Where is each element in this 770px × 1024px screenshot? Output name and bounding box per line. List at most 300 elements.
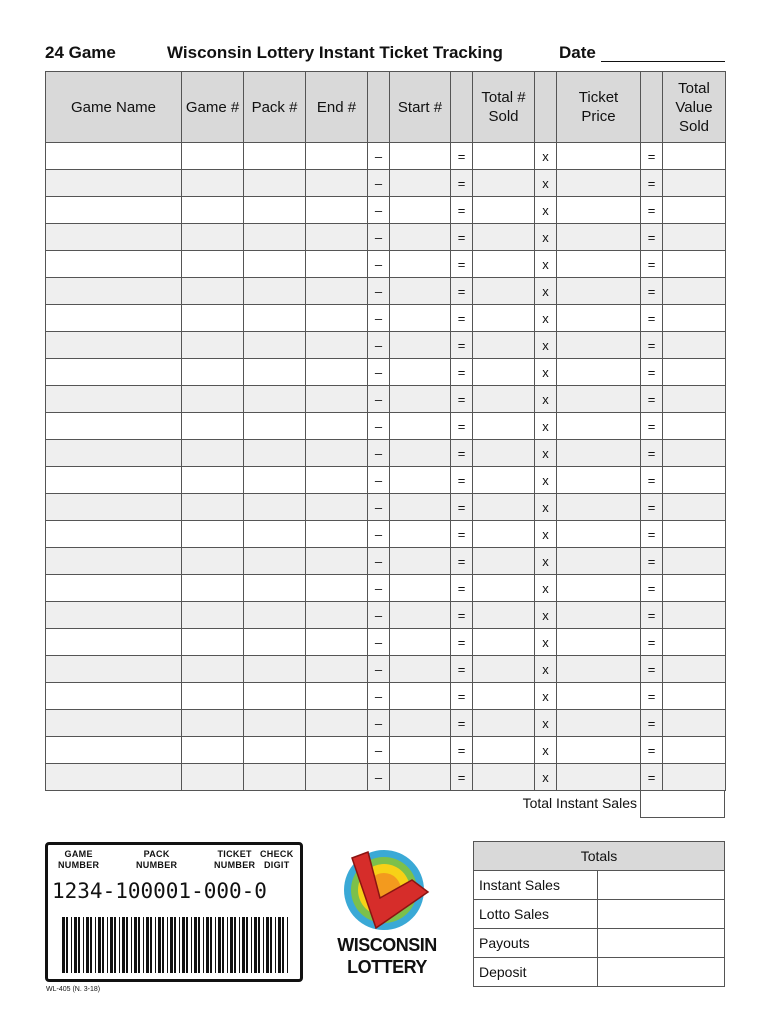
pack-number-field[interactable] — [244, 764, 306, 791]
operator-symbol: = — [451, 197, 473, 224]
table-row — [46, 251, 726, 278]
ticket-price-field[interactable] — [557, 656, 641, 683]
lotto-sales-total-field[interactable] — [598, 900, 725, 929]
game-name-field[interactable] — [46, 386, 182, 413]
pack-number-field[interactable] — [244, 278, 306, 305]
end-number-field[interactable] — [306, 548, 368, 575]
game-name-field[interactable] — [46, 251, 182, 278]
barcode-bar — [263, 917, 264, 973]
ticket-price-field[interactable] — [557, 359, 641, 386]
total-sold-field[interactable] — [473, 278, 535, 305]
operator-symbol: = — [641, 305, 663, 332]
end-number-field[interactable] — [306, 143, 368, 170]
ticket-price-field[interactable] — [557, 143, 641, 170]
col-pack-number: Pack # — [244, 72, 306, 143]
col-total-sold-line1: Total # — [481, 89, 526, 106]
ticket-price-field[interactable] — [557, 251, 641, 278]
game-name-field[interactable] — [46, 143, 182, 170]
pack-number-field[interactable] — [244, 629, 306, 656]
start-number-field[interactable] — [390, 710, 451, 737]
ticket-price-field[interactable] — [557, 737, 641, 764]
total-value-field[interactable] — [663, 332, 726, 359]
game-name-field[interactable] — [46, 710, 182, 737]
start-number-field[interactable] — [390, 278, 451, 305]
pack-number-field[interactable] — [244, 143, 306, 170]
total-value-field[interactable] — [663, 359, 726, 386]
total-value-field[interactable] — [663, 710, 726, 737]
game-name-field[interactable] — [46, 467, 182, 494]
total-sold-field[interactable] — [473, 710, 535, 737]
game-number-field[interactable] — [182, 224, 244, 251]
game-number-field[interactable] — [182, 656, 244, 683]
ticket-price-field[interactable] — [557, 170, 641, 197]
end-number-field[interactable] — [306, 251, 368, 278]
end-number-field[interactable] — [306, 764, 368, 791]
total-value-field[interactable] — [663, 278, 726, 305]
barcode-bar — [234, 917, 236, 973]
game-name-field[interactable] — [46, 224, 182, 251]
barcode-bar — [102, 917, 104, 973]
ticket-price-field[interactable] — [557, 467, 641, 494]
total-sold-field[interactable] — [473, 197, 535, 224]
pack-number-field[interactable] — [244, 737, 306, 764]
start-number-field[interactable] — [390, 602, 451, 629]
pack-number-field[interactable] — [244, 305, 306, 332]
end-number-field[interactable] — [306, 413, 368, 440]
game-number-field[interactable] — [182, 170, 244, 197]
end-number-field[interactable] — [306, 332, 368, 359]
game-name-field[interactable] — [46, 359, 182, 386]
total-value-field[interactable] — [663, 683, 726, 710]
operator-symbol: = — [451, 143, 473, 170]
ticket-price-field[interactable] — [557, 764, 641, 791]
total-sold-field[interactable] — [473, 494, 535, 521]
start-number-field[interactable] — [390, 656, 451, 683]
operator-symbol: – — [368, 170, 390, 197]
totals-row — [474, 900, 725, 929]
table-row — [46, 224, 726, 251]
end-number-field[interactable] — [306, 575, 368, 602]
total-value-field[interactable] — [663, 224, 726, 251]
barcode-bar — [155, 917, 156, 973]
start-number-field[interactable] — [390, 197, 451, 224]
end-number-field[interactable] — [306, 656, 368, 683]
table-row — [46, 278, 726, 305]
start-number-field[interactable] — [390, 467, 451, 494]
ticket-price-field[interactable] — [557, 332, 641, 359]
operator-symbol: x — [535, 332, 557, 359]
barcode-bar — [83, 917, 84, 973]
operator-symbol: – — [368, 467, 390, 494]
totals-row — [474, 929, 725, 958]
end-number-field[interactable] — [306, 683, 368, 710]
game-number-field[interactable] — [182, 143, 244, 170]
total-sold-field[interactable] — [473, 521, 535, 548]
operator-symbol: = — [451, 737, 473, 764]
barcode-bar — [251, 917, 252, 973]
game-number-field[interactable] — [182, 629, 244, 656]
ticket-price-field[interactable] — [557, 413, 641, 440]
totals-row-label: Payouts — [474, 929, 598, 958]
pack-number-field[interactable] — [244, 251, 306, 278]
pack-number-field[interactable] — [244, 197, 306, 224]
table-row — [46, 683, 726, 710]
total-sold-field[interactable] — [473, 413, 535, 440]
game-number-field[interactable] — [182, 332, 244, 359]
operator-symbol: x — [535, 521, 557, 548]
barcode-bar — [150, 917, 152, 973]
total-value-field[interactable] — [663, 143, 726, 170]
total-value-field[interactable] — [663, 575, 726, 602]
operator-symbol: = — [641, 656, 663, 683]
game-name-field[interactable] — [46, 278, 182, 305]
date-field[interactable] — [601, 61, 725, 62]
operator-symbol: x — [535, 467, 557, 494]
total-value-field[interactable] — [663, 251, 726, 278]
pack-number-field[interactable] — [244, 683, 306, 710]
table-row — [46, 170, 726, 197]
start-number-field[interactable] — [390, 413, 451, 440]
barcode-bar — [71, 917, 72, 973]
end-number-field[interactable] — [306, 602, 368, 629]
total-value-field[interactable] — [663, 548, 726, 575]
operator-symbol: – — [368, 224, 390, 251]
col-total-value-line1: Total — [678, 79, 710, 97]
game-name-field[interactable] — [46, 332, 182, 359]
operator-symbol: – — [368, 548, 390, 575]
pack-number-field[interactable] — [244, 386, 306, 413]
barcode-bar — [119, 917, 120, 973]
end-number-field[interactable] — [306, 359, 368, 386]
operator-symbol: = — [641, 602, 663, 629]
operator-symbol: x — [535, 251, 557, 278]
game-number-field[interactable] — [182, 494, 244, 521]
operator-symbol: = — [451, 413, 473, 440]
end-number-field[interactable] — [306, 278, 368, 305]
operator-symbol: = — [451, 683, 473, 710]
end-number-field[interactable] — [306, 737, 368, 764]
start-number-field[interactable] — [390, 332, 451, 359]
ticket-number-label — [214, 849, 255, 871]
logo-wordmark — [335, 934, 439, 978]
total-value-field[interactable] — [663, 494, 726, 521]
totals-row-label: Lotto Sales — [474, 900, 598, 929]
start-number-field[interactable] — [390, 386, 451, 413]
end-number-field[interactable] — [306, 494, 368, 521]
barcode-bar — [203, 917, 204, 973]
total-sold-field[interactable] — [473, 548, 535, 575]
barcode-bar — [218, 917, 221, 973]
total-sold-field[interactable] — [473, 656, 535, 683]
operator-symbol: – — [368, 278, 390, 305]
start-number-field[interactable] — [390, 629, 451, 656]
pack-number-field[interactable] — [244, 494, 306, 521]
table-row — [46, 521, 726, 548]
operator-symbol: x — [535, 386, 557, 413]
operator-symbol: = — [451, 278, 473, 305]
logo-wordmark-line1: WISCONSIN — [337, 935, 437, 955]
game-name-field[interactable] — [46, 602, 182, 629]
barcode-bar — [107, 917, 108, 973]
operator-symbol: = — [641, 440, 663, 467]
game-name-field[interactable] — [46, 521, 182, 548]
start-number-field[interactable] — [390, 440, 451, 467]
operator-symbol: = — [641, 278, 663, 305]
total-value-field[interactable] — [663, 656, 726, 683]
operator-symbol: – — [368, 683, 390, 710]
total-value-field[interactable] — [663, 440, 726, 467]
barcode-bar — [174, 917, 176, 973]
ticket-tracking-table — [45, 71, 726, 791]
operator-symbol: = — [641, 548, 663, 575]
barcode-bar — [134, 917, 137, 973]
operator-symbol: = — [451, 467, 473, 494]
game-number-label-line2: NUMBER — [58, 860, 100, 870]
table-row — [46, 305, 726, 332]
end-number-field[interactable] — [306, 305, 368, 332]
logo-wordmark-line2: LOTTERY — [347, 957, 427, 977]
game-number-field[interactable] — [182, 413, 244, 440]
total-sold-field[interactable] — [473, 170, 535, 197]
operator-symbol: = — [451, 548, 473, 575]
ticket-price-field[interactable] — [557, 197, 641, 224]
pack-number-field[interactable] — [244, 602, 306, 629]
game-name-field[interactable] — [46, 737, 182, 764]
total-value-field[interactable] — [663, 467, 726, 494]
operator-symbol: = — [451, 629, 473, 656]
start-number-field[interactable] — [390, 764, 451, 791]
total-value-field[interactable] — [663, 602, 726, 629]
game-name-field[interactable] — [46, 656, 182, 683]
table-row — [46, 143, 726, 170]
barcode-bar — [246, 917, 248, 973]
barcode-bar — [278, 917, 281, 973]
operator-symbol: = — [451, 656, 473, 683]
pack-number-field[interactable] — [244, 575, 306, 602]
pack-number-field[interactable] — [244, 170, 306, 197]
barcode-bar — [146, 917, 149, 973]
game-name-field[interactable] — [46, 440, 182, 467]
game-number-field[interactable] — [182, 683, 244, 710]
game-number-field[interactable] — [182, 602, 244, 629]
operator-symbol: x — [535, 413, 557, 440]
ticket-price-field[interactable] — [557, 521, 641, 548]
form-header — [45, 43, 725, 65]
start-number-field[interactable] — [390, 683, 451, 710]
start-number-field[interactable] — [390, 494, 451, 521]
ticket-price-field[interactable] — [557, 494, 641, 521]
total-sold-field[interactable] — [473, 143, 535, 170]
totals-row — [474, 871, 725, 900]
game-number-field[interactable] — [182, 467, 244, 494]
game-name-field[interactable] — [46, 305, 182, 332]
table-row — [46, 710, 726, 737]
table-row — [46, 413, 726, 440]
game-number-field[interactable] — [182, 278, 244, 305]
start-number-field[interactable] — [390, 548, 451, 575]
game-name-field[interactable] — [46, 764, 182, 791]
barcode-bar — [162, 917, 164, 973]
check-digit-label — [260, 849, 294, 871]
total-sold-field[interactable] — [473, 305, 535, 332]
operator-symbol: x — [535, 602, 557, 629]
total-value-field[interactable] — [663, 305, 726, 332]
start-number-field[interactable] — [390, 359, 451, 386]
end-number-field[interactable] — [306, 386, 368, 413]
total-sold-field[interactable] — [473, 224, 535, 251]
pack-number-field[interactable] — [244, 440, 306, 467]
ticket-price-field[interactable] — [557, 278, 641, 305]
game-number-field[interactable] — [182, 359, 244, 386]
total-value-field[interactable] — [663, 197, 726, 224]
barcode-bar — [222, 917, 224, 973]
pack-number-field[interactable] — [244, 332, 306, 359]
pack-number-field[interactable] — [244, 710, 306, 737]
total-instant-sales-field[interactable] — [640, 790, 725, 818]
total-value-field[interactable] — [663, 170, 726, 197]
game-name-field[interactable] — [46, 575, 182, 602]
total-sold-field[interactable] — [473, 332, 535, 359]
barcode-bar — [158, 917, 161, 973]
start-number-field[interactable] — [390, 143, 451, 170]
total-value-field[interactable] — [663, 386, 726, 413]
end-number-field[interactable] — [306, 197, 368, 224]
game-name-field[interactable] — [46, 197, 182, 224]
operator-symbol: = — [451, 305, 473, 332]
end-number-field[interactable] — [306, 467, 368, 494]
total-sold-field[interactable] — [473, 359, 535, 386]
end-number-field[interactable] — [306, 710, 368, 737]
col-total-value-line2: Value Sold — [675, 98, 713, 135]
total-sold-field[interactable] — [473, 467, 535, 494]
ticket-price-field[interactable] — [557, 602, 641, 629]
instant-sales-total-field[interactable] — [598, 871, 725, 900]
game-number-field[interactable] — [182, 521, 244, 548]
end-number-field[interactable] — [306, 629, 368, 656]
pack-number-field[interactable] — [244, 359, 306, 386]
operator-symbol: = — [641, 197, 663, 224]
game-number-field[interactable] — [182, 305, 244, 332]
game-name-field[interactable] — [46, 170, 182, 197]
pack-number-field[interactable] — [244, 467, 306, 494]
table-row — [46, 440, 726, 467]
total-sold-field[interactable] — [473, 440, 535, 467]
operator-symbol: = — [641, 737, 663, 764]
ticket-price-field[interactable] — [557, 386, 641, 413]
game-name-field[interactable] — [46, 413, 182, 440]
ticket-price-field[interactable] — [557, 548, 641, 575]
table-row — [46, 656, 726, 683]
operator-symbol: = — [451, 332, 473, 359]
start-number-field[interactable] — [390, 224, 451, 251]
start-number-field[interactable] — [390, 305, 451, 332]
end-number-field[interactable] — [306, 224, 368, 251]
barcode-bar — [90, 917, 92, 973]
game-name-field[interactable] — [46, 548, 182, 575]
total-sold-field[interactable] — [473, 764, 535, 791]
total-value-field[interactable] — [663, 737, 726, 764]
total-value-field[interactable] — [663, 764, 726, 791]
total-sold-field[interactable] — [473, 683, 535, 710]
ticket-number-example — [45, 842, 303, 982]
ticket-price-field[interactable] — [557, 683, 641, 710]
total-sold-field[interactable] — [473, 575, 535, 602]
end-number-field[interactable] — [306, 170, 368, 197]
col-op-spacer — [451, 72, 473, 143]
operator-symbol: x — [535, 548, 557, 575]
total-sold-field[interactable] — [473, 629, 535, 656]
game-number-field[interactable] — [182, 548, 244, 575]
ticket-price-field[interactable] — [557, 305, 641, 332]
operator-symbol: x — [535, 737, 557, 764]
operator-symbol: = — [641, 575, 663, 602]
table-row — [46, 548, 726, 575]
pack-number-field[interactable] — [244, 224, 306, 251]
barcode-bar — [275, 917, 276, 973]
barcode-bar — [191, 917, 192, 973]
game-number-field[interactable] — [182, 386, 244, 413]
example-ticket-number: 1234-100001-000-0 — [52, 879, 267, 903]
ticket-price-field[interactable] — [557, 629, 641, 656]
start-number-field[interactable] — [390, 521, 451, 548]
total-value-field[interactable] — [663, 413, 726, 440]
game-number-label — [58, 849, 99, 871]
end-number-field[interactable] — [306, 440, 368, 467]
date-label: Date — [559, 43, 596, 62]
payouts-total-field[interactable] — [598, 929, 725, 958]
barcode-bar — [170, 917, 173, 973]
deposit-total-field[interactable] — [598, 958, 725, 987]
col-ticket-price-line2: Price — [581, 108, 616, 125]
game-number-field[interactable] — [182, 710, 244, 737]
game-number-field[interactable] — [182, 440, 244, 467]
start-number-field[interactable] — [390, 737, 451, 764]
game-name-field[interactable] — [46, 494, 182, 521]
ticket-price-field[interactable] — [557, 224, 641, 251]
start-number-field[interactable] — [390, 575, 451, 602]
ticket-price-field[interactable] — [557, 710, 641, 737]
game-number-field[interactable] — [182, 764, 244, 791]
ticket-price-field[interactable] — [557, 440, 641, 467]
pack-number-field[interactable] — [244, 548, 306, 575]
barcode-bar — [179, 917, 180, 973]
total-sold-field[interactable] — [473, 386, 535, 413]
total-sold-field[interactable] — [473, 602, 535, 629]
total-instant-sales-label: Total Instant Sales — [522, 795, 637, 811]
pack-number-field[interactable] — [244, 413, 306, 440]
total-value-field[interactable] — [663, 629, 726, 656]
total-sold-field[interactable] — [473, 737, 535, 764]
pack-number-field[interactable] — [244, 656, 306, 683]
barcode-bar — [131, 917, 132, 973]
barcode-bar — [194, 917, 197, 973]
game-number-field[interactable] — [182, 737, 244, 764]
end-number-field[interactable] — [306, 521, 368, 548]
total-value-field[interactable] — [663, 521, 726, 548]
game-number-field[interactable] — [182, 575, 244, 602]
game-name-field[interactable] — [46, 629, 182, 656]
barcode-bar — [126, 917, 128, 973]
table-row — [46, 386, 726, 413]
total-sold-field[interactable] — [473, 251, 535, 278]
start-number-field[interactable] — [390, 251, 451, 278]
pack-number-field[interactable] — [244, 521, 306, 548]
start-number-field[interactable] — [390, 170, 451, 197]
game-name-field[interactable] — [46, 683, 182, 710]
game-number-field[interactable] — [182, 251, 244, 278]
ticket-price-field[interactable] — [557, 575, 641, 602]
game-number-field[interactable] — [182, 197, 244, 224]
